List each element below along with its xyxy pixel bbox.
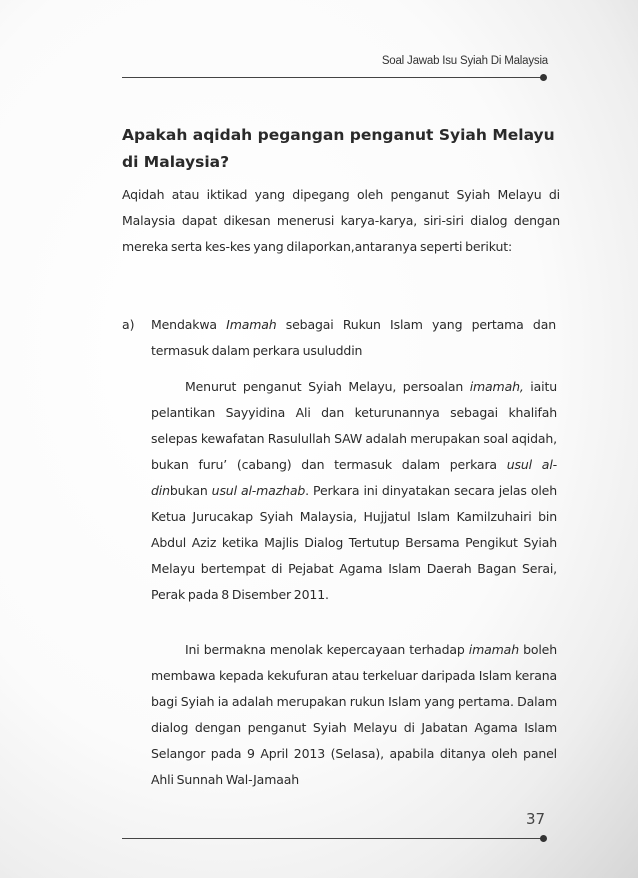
page-number: 37: [526, 810, 546, 828]
italic-term: usul al-mazhab: [211, 483, 306, 498]
text-run: iaitu pelantikan Sayyidina Ali dan keturunannya sebagai khalifah selepas kewafatan Rasulullah SAW adalah merupakan soal aqidah, bukan furu’ (cabang) dan termasuk dalam perkara: [151, 379, 557, 472]
body-paragraph-3: [151, 637, 557, 793]
italic-term: Imamah: [226, 317, 277, 332]
list-marker: a): [122, 317, 135, 332]
footer-dot-ornament: [540, 835, 547, 842]
text-run: sebagai Rukun Islam yang pertama dan termasuk dalam perkara usuluddin: [151, 317, 556, 358]
text-run: bukan: [169, 483, 212, 498]
italic-term: usul al-din: [151, 457, 557, 498]
section-heading: Apakah aqidah pegangan penganut Syiah Melayu di Malaysia?: [122, 126, 555, 171]
text-run: boleh membawa kepada kekufuran atau terkeluar daripada Islam kerana bagi Syiah ia adalah merupakan rukun Islam yang pertama. Dalam dialog dengan penganut Syiah Melayu di Jabatan Agama Islam Selangor pada 9 April 2013 (Selasa), apabila ditanya oleh panel Ahli Sunnah Wal-Jamaah: [151, 642, 557, 787]
header-divider: [122, 77, 542, 78]
text-run: Ini bermakna menolak kepercayaan terhadap: [185, 642, 469, 657]
footer-divider: [122, 838, 542, 839]
intro-paragraph: Aqidah atau iktikad yang dipegang oleh penganut Syiah Melayu di Malaysia dapat dikesan menerusi karya-karya, siri-siri dialog dengan mereka serta kes-kes yang dilaporkan,antaranya seperti berikut:: [122, 187, 560, 254]
header-dot-ornament: [540, 74, 547, 81]
text-run: Menurut penganut Syiah Melayu, persoalan: [185, 379, 470, 394]
running-header: Soal Jawab Isu Syiah Di Malaysia: [381, 55, 548, 67]
list-item-a: [151, 312, 556, 364]
text-run: . Perkara ini dinyatakan secara jelas oleh Ketua Jurucakap Syiah Malaysia, Hujjatul Islam Kamilzuhairi bin Abdul Aziz ketika Majlis Dialog Tertutup Bersama Pengikut Syiah Melayu bertempat di Pejabat Agama Islam Daerah Bagan Serai, Perak pada 8 Disember 2011.: [151, 483, 557, 602]
italic-term: imamah,: [469, 379, 524, 394]
body-paragraph-2: [151, 374, 557, 608]
italic-term: imamah: [468, 642, 519, 657]
text-run: Mendakwa: [151, 317, 227, 332]
